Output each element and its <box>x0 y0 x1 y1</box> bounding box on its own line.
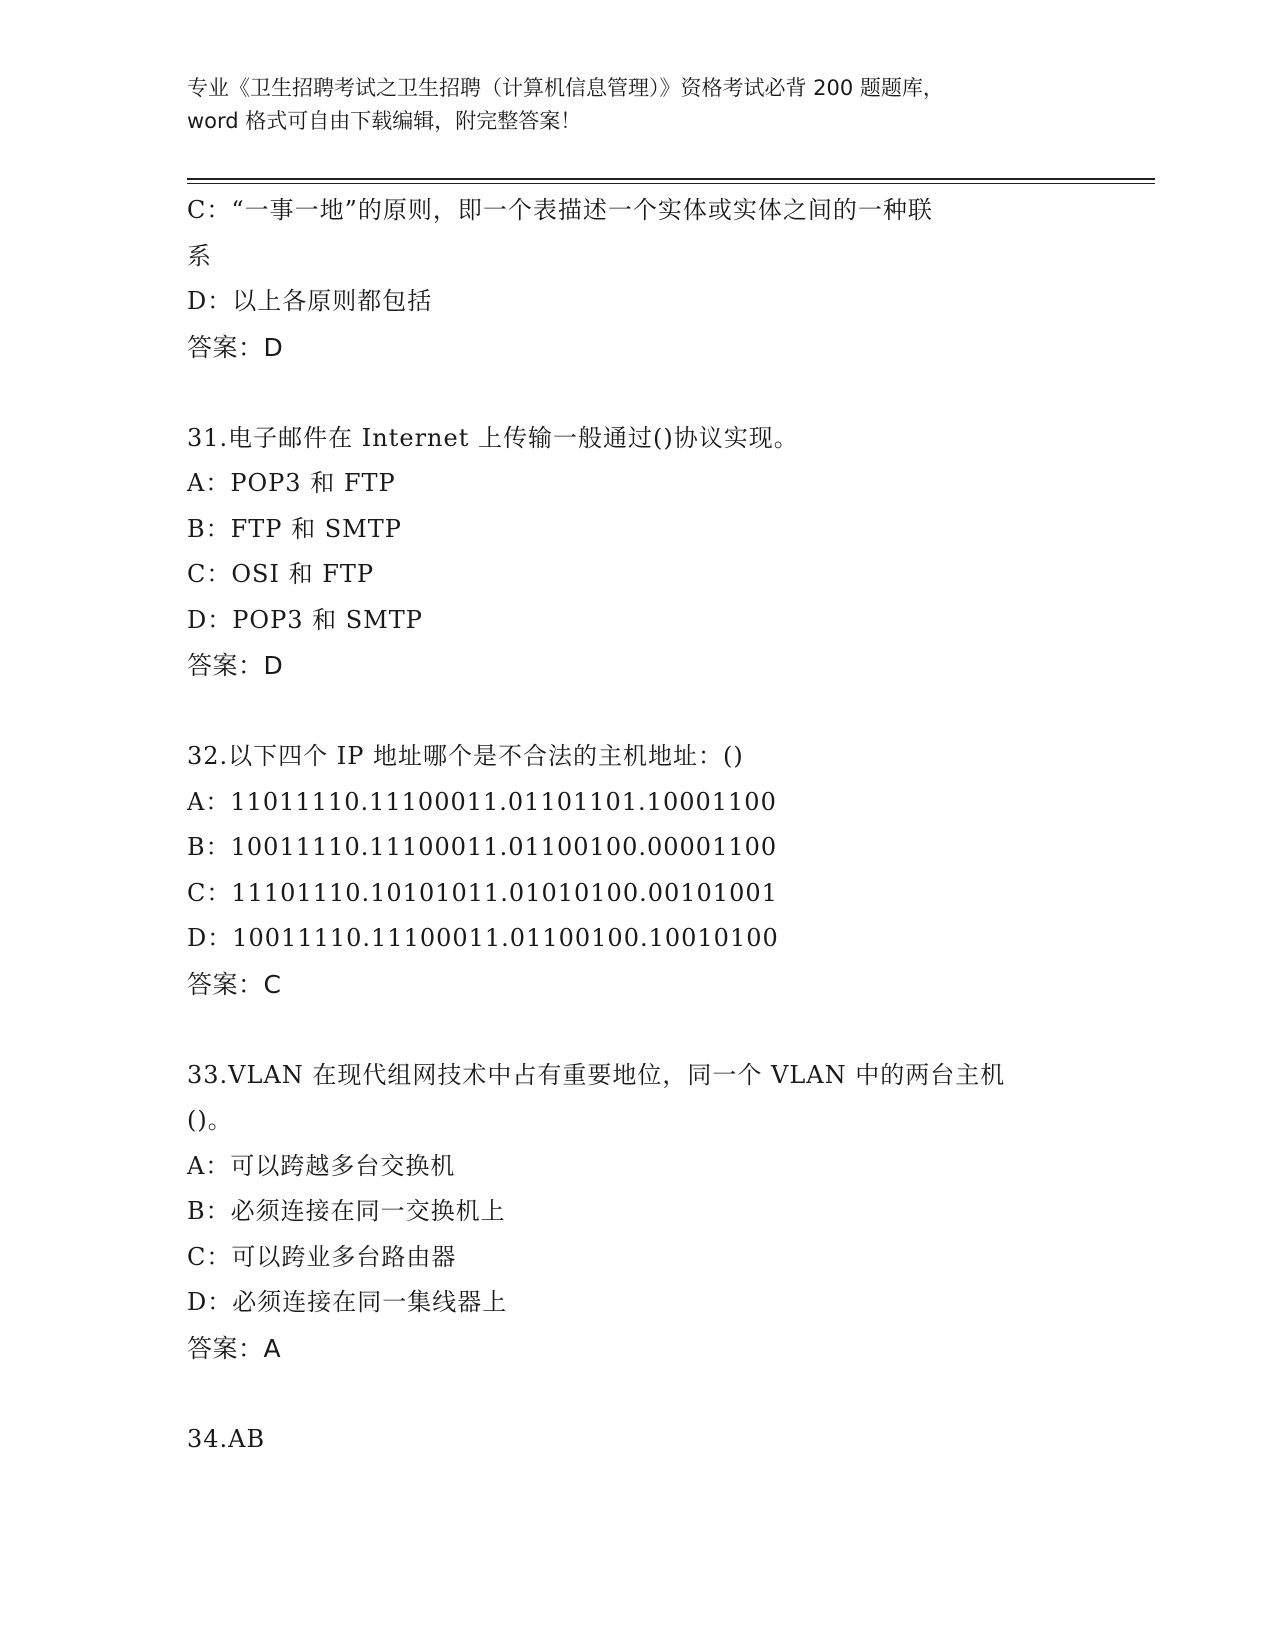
question-option: A：可以跨越多台交换机 <box>187 1151 456 1180</box>
question-stem: 34.AB <box>187 1424 266 1453</box>
question-option: B：FTP 和 SMTP <box>187 514 402 543</box>
header-divider-thick <box>187 178 1155 180</box>
question-option: A：POP3 和 FTP <box>187 469 396 497</box>
question-answer: 答案：D <box>187 651 284 680</box>
spacer <box>187 370 1087 416</box>
spacer <box>187 1007 1087 1053</box>
question-option: D：POP3 和 SMTP <box>187 605 423 634</box>
question-stem-line-1: 33.VLAN 在现代组网技术中占有重要地位，同一个 VLAN 中的两台主机 <box>187 1060 1006 1089</box>
question-option: B：必须连接在同一交换机上 <box>187 1197 506 1225</box>
question-option: D：10011110.11100011.01100100.10010100 <box>187 924 779 952</box>
question-answer: 答案：A <box>187 1333 282 1363</box>
question-option: A：11011110.11100011.01101101.10001100 <box>187 787 777 816</box>
document-header <box>187 72 1087 138</box>
question-option: C：可以跨业多台路由器 <box>187 1242 457 1271</box>
question-option: D：必须连接在同一集线器上 <box>187 1288 508 1316</box>
header-line-1: 专业《卫生招聘考试之卫生招聘（计算机信息管理）》资格考试必背 200 题题库， <box>187 76 944 100</box>
prev-option-d: D：以上各原则都包括 <box>187 287 433 315</box>
question-answer: 答案：C <box>187 969 282 999</box>
question-stem-line-2: ()。 <box>187 1106 233 1134</box>
question-option: C：11101110.10101011.01010100.00101001 <box>187 878 778 907</box>
header-line-2: word 格式可自由下载编辑，附完整答案！ <box>187 109 582 133</box>
prev-option-c-line-1: C：“一事一地”的原则，即一个表描述一个实体或实体之间的一种联 <box>187 196 933 224</box>
question-stem: 32.以下四个 IP 地址哪个是不合法的主机地址：() <box>187 742 744 770</box>
spacer <box>187 689 1087 735</box>
question-stem: 31.电子邮件在 Internet 上传输一般通过()协议实现。 <box>187 423 799 452</box>
prev-answer: 答案：D <box>187 332 284 362</box>
question-option: C：OSI 和 FTP <box>187 560 375 588</box>
question-option: B：10011110.11100011.01100100.00001100 <box>187 833 778 861</box>
header-divider-thin <box>187 183 1155 184</box>
prev-option-c-line-2: 系 <box>187 241 212 270</box>
document-body <box>187 188 1087 1462</box>
spacer <box>187 1371 1087 1417</box>
